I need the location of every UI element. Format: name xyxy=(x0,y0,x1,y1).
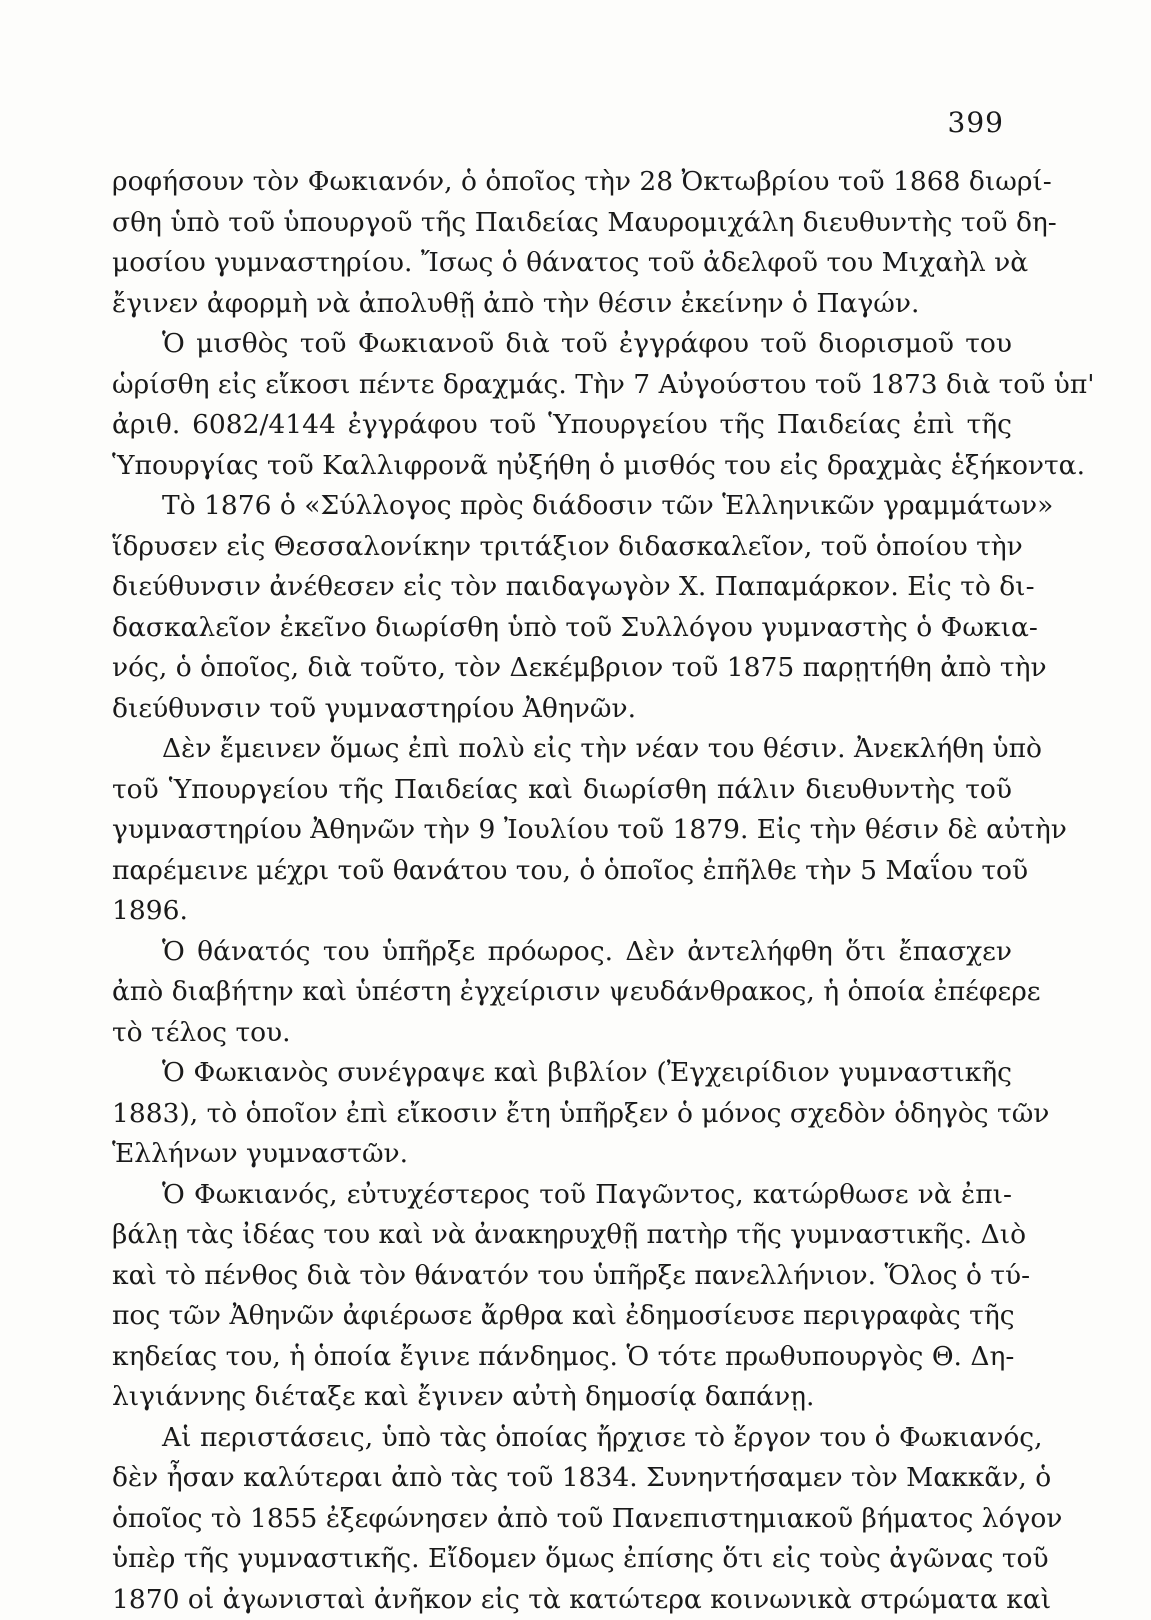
text-line: Ἑλλήνων γυμναστῶν. xyxy=(112,1134,1012,1175)
paragraph xyxy=(112,1418,1012,1620)
paragraph xyxy=(112,324,1012,486)
text-line: καὶ τὸ πένθος διὰ τὸν θάνατόν του ὑπῆρξε πανελλήνιον. Ὅλος ὁ τύ- xyxy=(112,1256,1012,1297)
paragraph xyxy=(112,162,1012,324)
text-line: Ὁ Φωκιανός, εὐτυχέστερος τοῦ Παγῶντος, κατώρθωσε νὰ ἐπι- xyxy=(112,1175,1012,1216)
paragraph xyxy=(112,1175,1012,1418)
text-line: Τὸ 1876 ὁ «Σύλλογος πρὸς διάδοσιν τῶν Ἑλληνικῶν γραμμάτων» xyxy=(112,486,1012,527)
text-line: ἀριθ. 6082/4144 ἐγγράφου τοῦ Ὑπουργείου τῆς Παιδείας ἐπὶ τῆς xyxy=(112,405,1012,446)
paragraph xyxy=(112,729,1012,932)
text-line: Δὲν ἔμεινεν ὅμως ἐπὶ πολὺ εἰς τὴν νέαν του θέσιν. Ἀνεκλήθη ὑπὸ xyxy=(112,729,1012,770)
body-text xyxy=(112,162,1012,1620)
text-line: ὑπὲρ τῆς γυμναστικῆς. Εἴδομεν ὅμως ἐπίσης ὅτι εἰς τοὺς ἀγῶνας τοῦ xyxy=(112,1539,1012,1580)
text-line: Ὁ θάνατός του ὑπῆρξε πρόωρος. Δὲν ἀντελήφθη ὅτι ἔπασχεν xyxy=(112,932,1012,973)
text-line: βάλῃ τὰς ἰδέας του καὶ νὰ ἀνακηρυχθῇ πατὴρ τῆς γυμναστικῆς. Διὸ xyxy=(112,1215,1012,1256)
text-line: πος τῶν Ἀθηνῶν ἀφιέρωσε ἄρθρα καὶ ἐδημοσίευσε περιγραφὰς τῆς xyxy=(112,1296,1012,1337)
text-line: ροφήσουν τὸν Φωκιανόν, ὁ ὁποῖος τὴν 28 Ὀκτωβρίου τοῦ 1868 διωρί- xyxy=(112,162,1012,203)
text-line: 1870 οἱ ἀγωνισταὶ ἀνῆκον εἰς τὰ κατώτερα κοινωνικὰ στρώματα καὶ xyxy=(112,1580,1012,1620)
text-line: διεύθυνσιν τοῦ γυμναστηρίου Ἀθηνῶν. xyxy=(112,689,1012,730)
text-line: γυμναστηρίου Ἀθηνῶν τὴν 9 Ἰουλίου τοῦ 1879. Εἰς τὴν θέσιν δὲ αὐτὴν xyxy=(112,810,1012,851)
text-line: δασκαλεῖον ἐκεῖνο διωρίσθη ὑπὸ τοῦ Συλλόγου γυμναστὴς ὁ Φωκια- xyxy=(112,608,1012,649)
page-number: 399 xyxy=(948,106,1004,139)
paragraph xyxy=(112,486,1012,729)
text-line: λιγιάννης διέταξε καὶ ἔγινεν αὐτὴ δημοσίᾳ δαπάνῃ. xyxy=(112,1377,1012,1418)
text-line: νός, ὁ ὁποῖος, διὰ τοῦτο, τὸν Δεκέμβριον τοῦ 1875 παρῃτήθη ἀπὸ τὴν xyxy=(112,648,1012,689)
text-line: Ὑπουργίας τοῦ Καλλιφρονᾶ ηὐξήθη ὁ μισθός του εἰς δραχμὰς ἑξήκοντα. xyxy=(112,446,1012,487)
text-line: ἀπὸ διαβήτην καὶ ὑπέστη ἐγχείρισιν ψευδάνθρακος, ἡ ὁποία ἐπέφερε xyxy=(112,972,1012,1013)
text-line: ὁποῖος τὸ 1855 ἐξεφώνησεν ἀπὸ τοῦ Πανεπιστημιακοῦ βήματος λόγον xyxy=(112,1499,1012,1540)
text-line: 1896. xyxy=(112,891,1012,932)
text-line: κηδείας του, ἡ ὁποία ἔγινε πάνδημος. Ὁ τότε πρωθυπουργὸς Θ. Δη- xyxy=(112,1337,1012,1378)
text-line: Ὁ Φωκιανὸς συνέγραψε καὶ βιβλίον (Ἐγχειρίδιον γυμναστικῆς xyxy=(112,1053,1012,1094)
paragraph xyxy=(112,1053,1012,1175)
text-line: Αἱ περιστάσεις, ὑπὸ τὰς ὁποίας ἤρχισε τὸ ἔργον του ὁ Φωκιανός, xyxy=(112,1418,1012,1459)
text-line: διεύθυνσιν ἀνέθεσεν εἰς τὸν παιδαγωγὸν Χ. Παπαμάρκον. Εἰς τὸ δι- xyxy=(112,567,1012,608)
paragraph xyxy=(112,932,1012,1054)
text-line: ὡρίσθη εἰς εἴκοσι πέντε δραχμάς. Τὴν 7 Αὐγούστου τοῦ 1873 διὰ τοῦ ὑπ' xyxy=(112,365,1012,406)
text-line: ἵδρυσεν εἰς Θεσσαλονίκην τριτάξιον διδασκαλεῖον, τοῦ ὁποίου τὴν xyxy=(112,527,1012,568)
text-line: σθη ὑπὸ τοῦ ὑπουργοῦ τῆς Παιδείας Μαυρομιχάλη διευθυντὴς τοῦ δη- xyxy=(112,203,1012,244)
text-line: δὲν ἦσαν καλύτεραι ἀπὸ τὰς τοῦ 1834. Συνηντήσαμεν τὸν Μακκᾶν, ὁ xyxy=(112,1458,1012,1499)
text-line: τὸ τέλος του. xyxy=(112,1013,1012,1054)
text-line: μοσίου γυμναστηρίου. Ἴσως ὁ θάνατος τοῦ ἀδελφοῦ του Μιχαὴλ νὰ xyxy=(112,243,1012,284)
text-line: ἔγινεν ἀφορμὴ νὰ ἀπολυθῇ ἀπὸ τὴν θέσιν ἐκείνην ὁ Παγών. xyxy=(112,284,1012,325)
text-line: παρέμεινε μέχρι τοῦ θανάτου του, ὁ ὁποῖος ἐπῆλθε τὴν 5 Μαΐου τοῦ xyxy=(112,851,1012,892)
text-line: τοῦ Ὑπουργείου τῆς Παιδείας καὶ διωρίσθη πάλιν διευθυντὴς τοῦ xyxy=(112,770,1012,811)
text-line: Ὁ μισθὸς τοῦ Φωκιανοῦ διὰ τοῦ ἐγγράφου τοῦ διορισμοῦ του xyxy=(112,324,1012,365)
text-line: 1883), τὸ ὁποῖον ἐπὶ εἴκοσιν ἔτη ὑπῆρξεν ὁ μόνος σχεδὸν ὁδηγὸς τῶν xyxy=(112,1094,1012,1135)
